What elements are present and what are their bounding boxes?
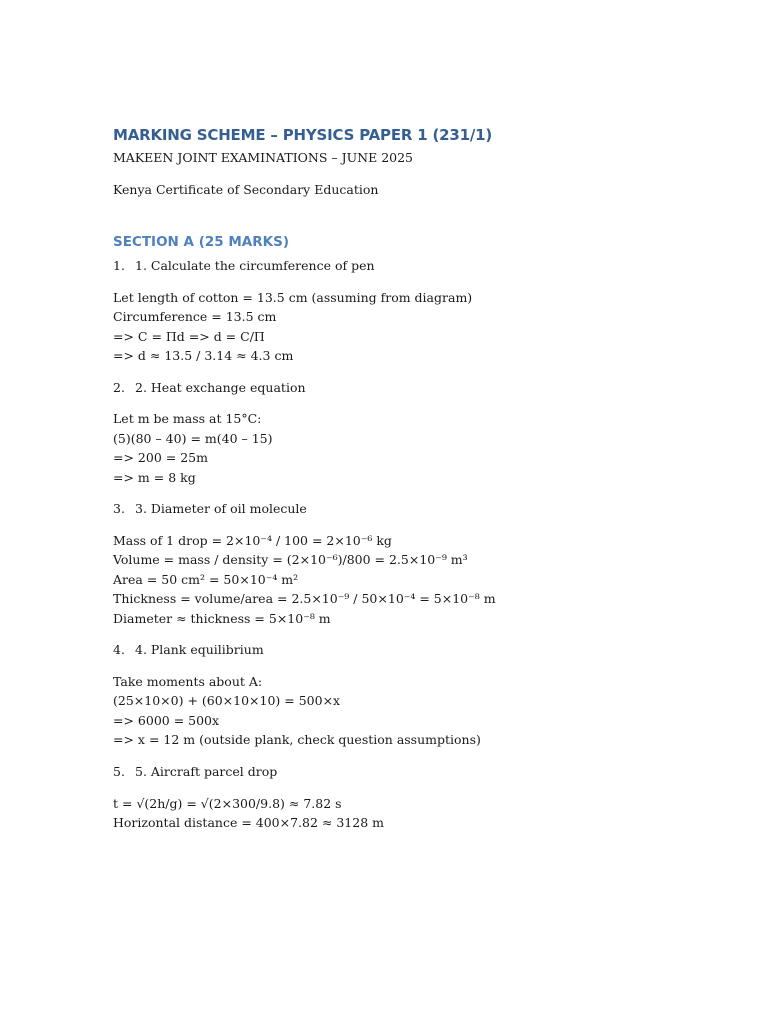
question-number: 4. (113, 642, 125, 658)
question-number: 3. (113, 501, 125, 517)
question-heading (113, 499, 713, 518)
question-title: 4. Plank equilibrium (135, 642, 264, 658)
question-heading (113, 640, 713, 659)
question-heading (113, 378, 713, 397)
section-a-heading: SECTION A (25 MARKS) (113, 234, 289, 250)
answer-line: Horizontal distance = 400×7.82 ≈ 3128 m (113, 815, 384, 831)
answer-line: => 200 = 25m (113, 450, 208, 466)
question-title: 1. Calculate the circumference of pen (135, 258, 375, 273)
question-3 (113, 499, 713, 628)
answer-body (113, 288, 713, 366)
question-title: 5. Aircraft parcel drop (135, 763, 278, 779)
question-number: 2. (113, 379, 125, 395)
question-heading (113, 256, 713, 275)
answer-body (113, 672, 713, 750)
question-5 (113, 762, 713, 833)
answer-line: t = √(2h/g) = √(2×300/9.8) ≈ 7.82 s (113, 795, 342, 811)
question-number: 1. (113, 258, 125, 273)
answer-line: Area = 50 cm² = 50×10⁻⁴ m² (113, 571, 299, 587)
answer-line: => x = 12 m (outside plank, check question assumptions) (113, 732, 481, 748)
certificate-name: Kenya Certificate of Secondary Education (113, 182, 379, 197)
answer-line: Mass of 1 drop = 2×10⁻⁴ / 100 = 2×10⁻⁶ kg (113, 532, 392, 548)
document-subtitle: MAKEEN JOINT EXAMINATIONS – JUNE 2025 (113, 150, 414, 165)
answer-line: Take moments about A: (113, 673, 263, 689)
question-number: 5. (113, 763, 125, 779)
answer-line: => 6000 = 500x (113, 712, 220, 728)
answer-line: Let m be mass at 15°C: (113, 411, 262, 427)
document-title: MARKING SCHEME – PHYSICS PAPER 1 (231/1) (113, 126, 493, 144)
answer-line: => C = Πd => d = C/Π (113, 328, 265, 344)
answer-line: Circumference = 13.5 cm (113, 309, 277, 325)
question-2 (113, 378, 713, 487)
answer-body (113, 409, 713, 487)
question-heading (113, 762, 713, 781)
answer-line: Let length of cotton = 13.5 cm (assuming from diagram) (113, 289, 473, 305)
question-title: 3. Diameter of oil molecule (135, 501, 307, 517)
answer-line: => d ≈ 13.5 / 3.14 ≈ 4.3 cm (113, 347, 294, 363)
question-4 (113, 640, 713, 749)
answer-body (113, 794, 713, 833)
question-title: 2. Heat exchange equation (135, 379, 306, 395)
answer-line: Volume = mass / density = (2×10⁻⁶)/800 = 2.5×10⁻⁹ m³ (113, 552, 468, 568)
answer-line: Diameter ≈ thickness = 5×10⁻⁸ m (113, 610, 331, 626)
question-list (113, 256, 713, 845)
answer-line: Thickness = volume/area = 2.5×10⁻⁹ / 50×10⁻⁴ = 5×10⁻⁸ m (113, 591, 496, 607)
answer-line: (5)(80 – 40) = m(40 – 15) (113, 430, 273, 446)
answer-line: (25×10×0) + (60×10×10) = 500×x (113, 693, 341, 709)
question-1 (113, 256, 713, 365)
answer-body (113, 531, 713, 628)
answer-line: => m = 8 kg (113, 469, 196, 485)
